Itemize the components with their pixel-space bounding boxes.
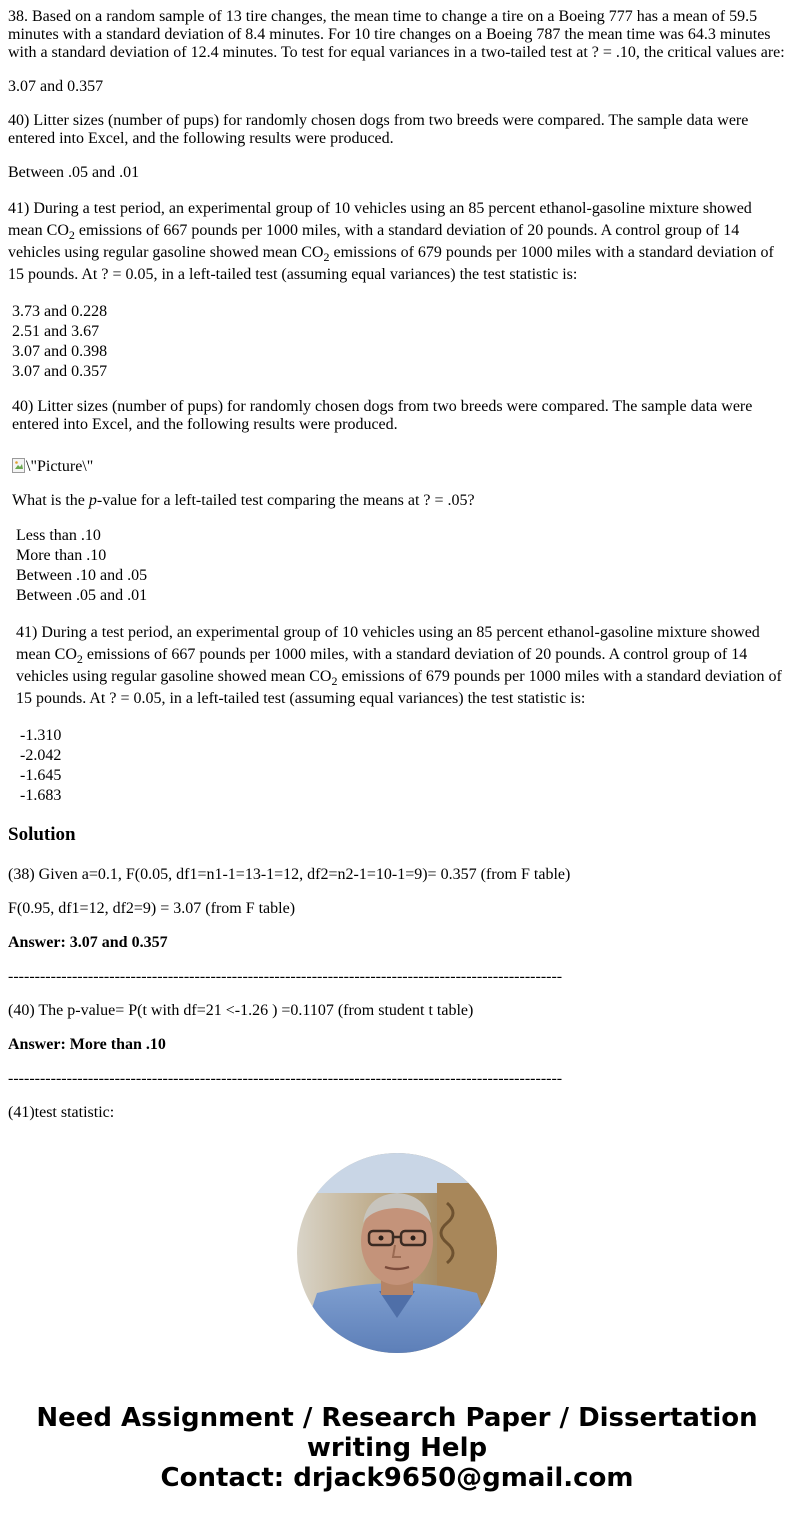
list-item: 2.51 and 3.67 [12,323,100,340]
inner-question-40-prompt: What is the p-value for a left-tailed test comparing the means at ? = .05? [12,492,475,509]
author-avatar [297,1153,497,1353]
question-38-answer: 3.07 and 0.357 [8,78,104,95]
avatar-photo [297,1153,497,1353]
list-item: -1.645 [20,767,62,784]
options-41-list [20,726,786,806]
inner-question-41-text: 41) During a test period, an experimental group of 10 vehicles using an 85 percent ethanol-gasoline mixture showed mean $CO_2$ emissions of 667 pounds per 1000 miles, with a standard deviation of 20 pounds. A control group of 14 vehicles using regular gasoline showed mean $CO_2$ emissions of 679 pounds per 1000 miles with a standard deviation of 15 pounds. At ? = 0.05, in a left-tailed test (assuming equal variances) the test statistic is: [16,624,782,707]
options-40-list [16,526,786,606]
footer-banner [0,1403,794,1493]
picture-placeholder: \"Picture\" [12,458,93,476]
solution-line-38: (38) Given a=0.1, F(0.05, df1=n1-1=13-1=12, df2=n2-1=10-1=9)= 0.357 (from F table) [8,866,571,883]
solution-heading: Solution [8,824,76,845]
broken-image [12,458,786,476]
list-item: Between .10 and .05 [16,567,148,584]
list-item: Less than .10 [16,527,101,544]
footer-line: Need Assignment / Research Paper / Dissertation [36,1403,758,1433]
list-item: More than .10 [16,547,107,564]
document-body [8,8,786,1138]
list-item: 3.73 and 0.228 [12,303,108,320]
options-38-list [12,302,786,382]
question-40-text: 40) Litter sizes (number of pups) for randomly chosen dogs from two breeds were compared. The sample data were entered into Excel, and the following results were produced. [8,112,749,147]
list-item: -1.310 [20,727,62,744]
list-item: -1.683 [20,787,62,804]
broken-image-icon [12,458,26,474]
list-item: Between .05 and .01 [16,587,148,604]
divider: -------------------------------------------------------------------------------------------------------- [8,968,563,985]
footer-line: writing Help [306,1433,488,1463]
solution-line-40: (40) The p-value= P(t with df=21 <-1.26 ) =0.1107 (from student t table) [8,1002,474,1019]
question-41-text: 41) During a test period, an experimental group of 10 vehicles using an 85 percent ethanol-gasoline mixture showed mean $CO_2$ emissions of 667 pounds per 1000 miles, with a standard deviation of 20 pounds. A control group of 14 vehicles using regular gasoline showed mean $CO_2$ emissions of 679 pounds per 1000 miles with a standard deviation of 15 pounds. At ? = 0.05, in a left-tailed test (assuming equal variances) the test statistic is: [8,200,774,283]
footer-contact: Contact: drjack9650@gmail.com [160,1463,634,1493]
answer-40: Answer: More than .10 [8,1036,166,1053]
solution-line-41: (41)test statistic: [8,1104,115,1121]
answer-38: Answer: 3.07 and 0.357 [8,934,168,951]
question-40-answer: Between .05 and .01 [8,164,140,181]
divider: -------------------------------------------------------------------------------------------------------- [8,1070,563,1087]
list-item: 3.07 and 0.398 [12,343,108,360]
solution-line-38-b: F(0.95, df1=12, df2=9) = 3.07 (from F table) [8,900,296,917]
list-item: 3.07 and 0.357 [12,363,108,380]
inner-question-40-text: 40) Litter sizes (number of pups) for randomly chosen dogs from two breeds were compared. The sample data were entered into Excel, and the following results were produced. [12,398,753,433]
list-item: -2.042 [20,747,62,764]
question-38-text: 38. Based on a random sample of 13 tire changes, the mean time to change a tire on a Boeing 777 has a mean of 59.5 minutes with a standard deviation of 8.4 minutes. For 10 tire changes on a Boeing 787 the mean time was 64.3 minutes with a standard deviation of 12.4 minutes. To test for equal variances in a two-tailed test at ? = .10, the critical values are: [8,8,785,61]
